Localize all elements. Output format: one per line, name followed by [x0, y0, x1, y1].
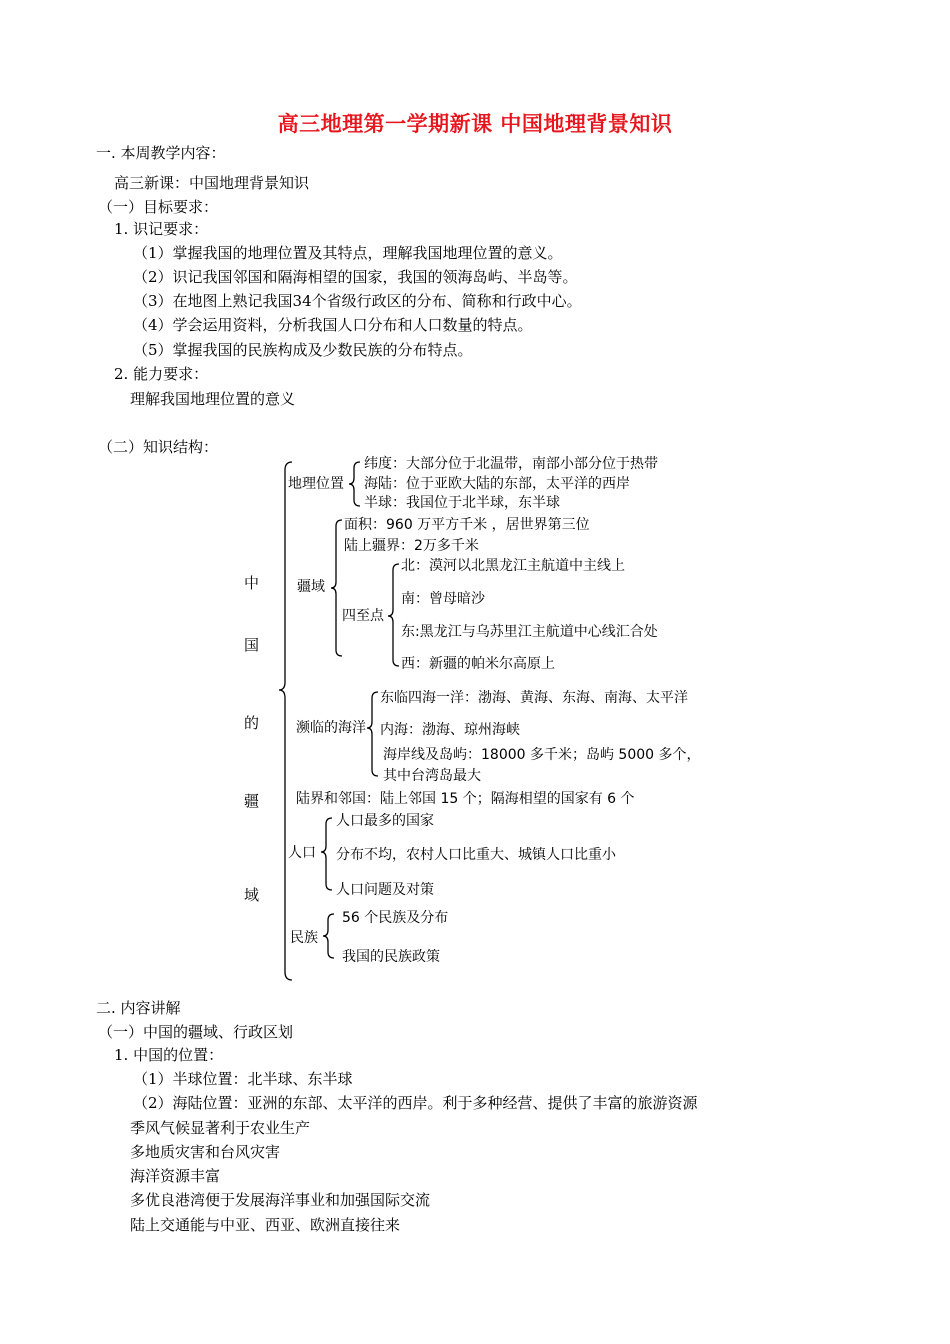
- goal2-heading: 2. 能力要求：: [114, 365, 209, 383]
- section-heading: 一. 本周教学内容：: [96, 144, 226, 162]
- extreme-west: 西：新疆的帕米尔高原上: [401, 656, 555, 672]
- geo-position-item: 纬度：大部分位于北温带，南部小部分位于热带: [364, 456, 658, 472]
- geo-position-item: 半球：我国位于北半球，东半球: [364, 495, 560, 511]
- part2-line: 季风气候显著利于农业生产: [130, 1119, 311, 1137]
- part2-line: 多优良港湾便于发展海洋事业和加强国际交流: [130, 1191, 431, 1209]
- part2-item: （1）半球位置：北半球、东半球: [133, 1070, 353, 1088]
- root-char: 国: [244, 636, 260, 654]
- part2-subsubheading: 1. 中国的位置：: [114, 1046, 224, 1064]
- seas-label: 濒临的海洋: [296, 720, 366, 736]
- geo-position-bracket: [349, 462, 360, 506]
- territory-border: 陆上疆界：2万多千米: [344, 538, 479, 554]
- territory-bracket: [331, 520, 342, 656]
- territory-area: 面积：960 万平方千米 ，居世界第三位: [344, 517, 590, 533]
- part2-subheading: （一）中国的疆域、行政区划: [98, 1023, 294, 1041]
- population-item: 人口问题及对策: [336, 882, 434, 898]
- part2-item: （2）海陆位置：亚洲的东部、太平洋的西岸。利于多种经营、提供了丰富的旅游资源: [133, 1094, 698, 1112]
- goal1-item: （4）学会运用资料，分析我国人口分布和人口数量的特点。: [133, 316, 533, 334]
- seas-item: 内海：渤海、琼州海峡: [380, 722, 520, 738]
- section-subtitle: 高三新课：中国地理背景知识: [114, 174, 310, 192]
- seas-item: 海岸线及岛屿：18000 多千米；岛屿 5000 多个，: [383, 747, 701, 763]
- extremes-bracket: [388, 564, 399, 666]
- geo-position-label: 地理位置: [288, 476, 344, 492]
- root-char: 中: [244, 574, 260, 592]
- ethnic-bracket: [323, 914, 334, 958]
- population-item: 人口最多的国家: [336, 813, 434, 829]
- part2-line: 陆上交通能与中亚、西亚、欧洲直接往来: [130, 1216, 401, 1234]
- root-char: 疆: [244, 792, 260, 810]
- goals-heading: （一）目标要求：: [98, 198, 219, 216]
- territory-label: 疆域: [297, 579, 325, 595]
- part2-line: 海洋资源丰富: [130, 1167, 221, 1185]
- population-label: 人口: [288, 845, 316, 861]
- root-char: 的: [244, 714, 260, 732]
- goal1-item: （3）在地图上熟记我国34个省级行政区的分布、简称和行政中心。: [133, 292, 582, 310]
- ethnic-item: 我国的民族政策: [342, 949, 440, 965]
- goal1-heading: 1. 识记要求：: [114, 220, 209, 238]
- goal2-text: 理解我国地理位置的意义: [130, 390, 296, 408]
- neighbors: 陆界和邻国：陆上邻国 15 个；隔海相望的国家有 6 个: [296, 791, 635, 807]
- population-item: 分布不均，农村人口比重大、城镇人口比重小: [336, 847, 616, 863]
- structure-heading: （二）知识结构：: [98, 438, 219, 456]
- extreme-north: 北：漠河以北黑龙江主航道中主线上: [401, 558, 625, 574]
- page-title: 高三地理第一学期新课 中国地理背景知识: [277, 112, 673, 136]
- ethnic-item: 56 个民族及分布: [342, 910, 449, 926]
- goal1-item: （5）掌握我国的民族构成及少数民族的分布特点。: [133, 341, 473, 359]
- part2-line: 多地质灾害和台风灾害: [130, 1143, 281, 1161]
- root-char: 域: [244, 886, 260, 904]
- goal1-item: （2）识记我国邻国和隔海相望的国家，我国的领海岛屿、半岛等。: [133, 268, 578, 286]
- goal1-item: （1）掌握我国的地理位置及其特点，理解我国地理位置的意义。: [133, 244, 563, 262]
- part2-heading: 二. 内容讲解: [96, 999, 181, 1017]
- population-bracket: [321, 818, 332, 890]
- extreme-south: 南：曾母暗沙: [401, 591, 485, 607]
- seas-item: 其中台湾岛最大: [383, 768, 481, 784]
- main-bracket: [279, 462, 292, 980]
- geo-position-item: 海陆：位于亚欧大陆的东部，太平洋的西岸: [364, 476, 630, 492]
- seas-bracket: [367, 692, 378, 776]
- extreme-east: 东:黑龙江与乌苏里江主航道中心线汇合处: [401, 624, 658, 640]
- ethnic-label: 民族: [290, 930, 318, 946]
- extremes-label: 四至点: [342, 608, 384, 624]
- seas-item: 东临四海一洋：渤海、黄海、东海、南海、太平洋: [380, 690, 688, 706]
